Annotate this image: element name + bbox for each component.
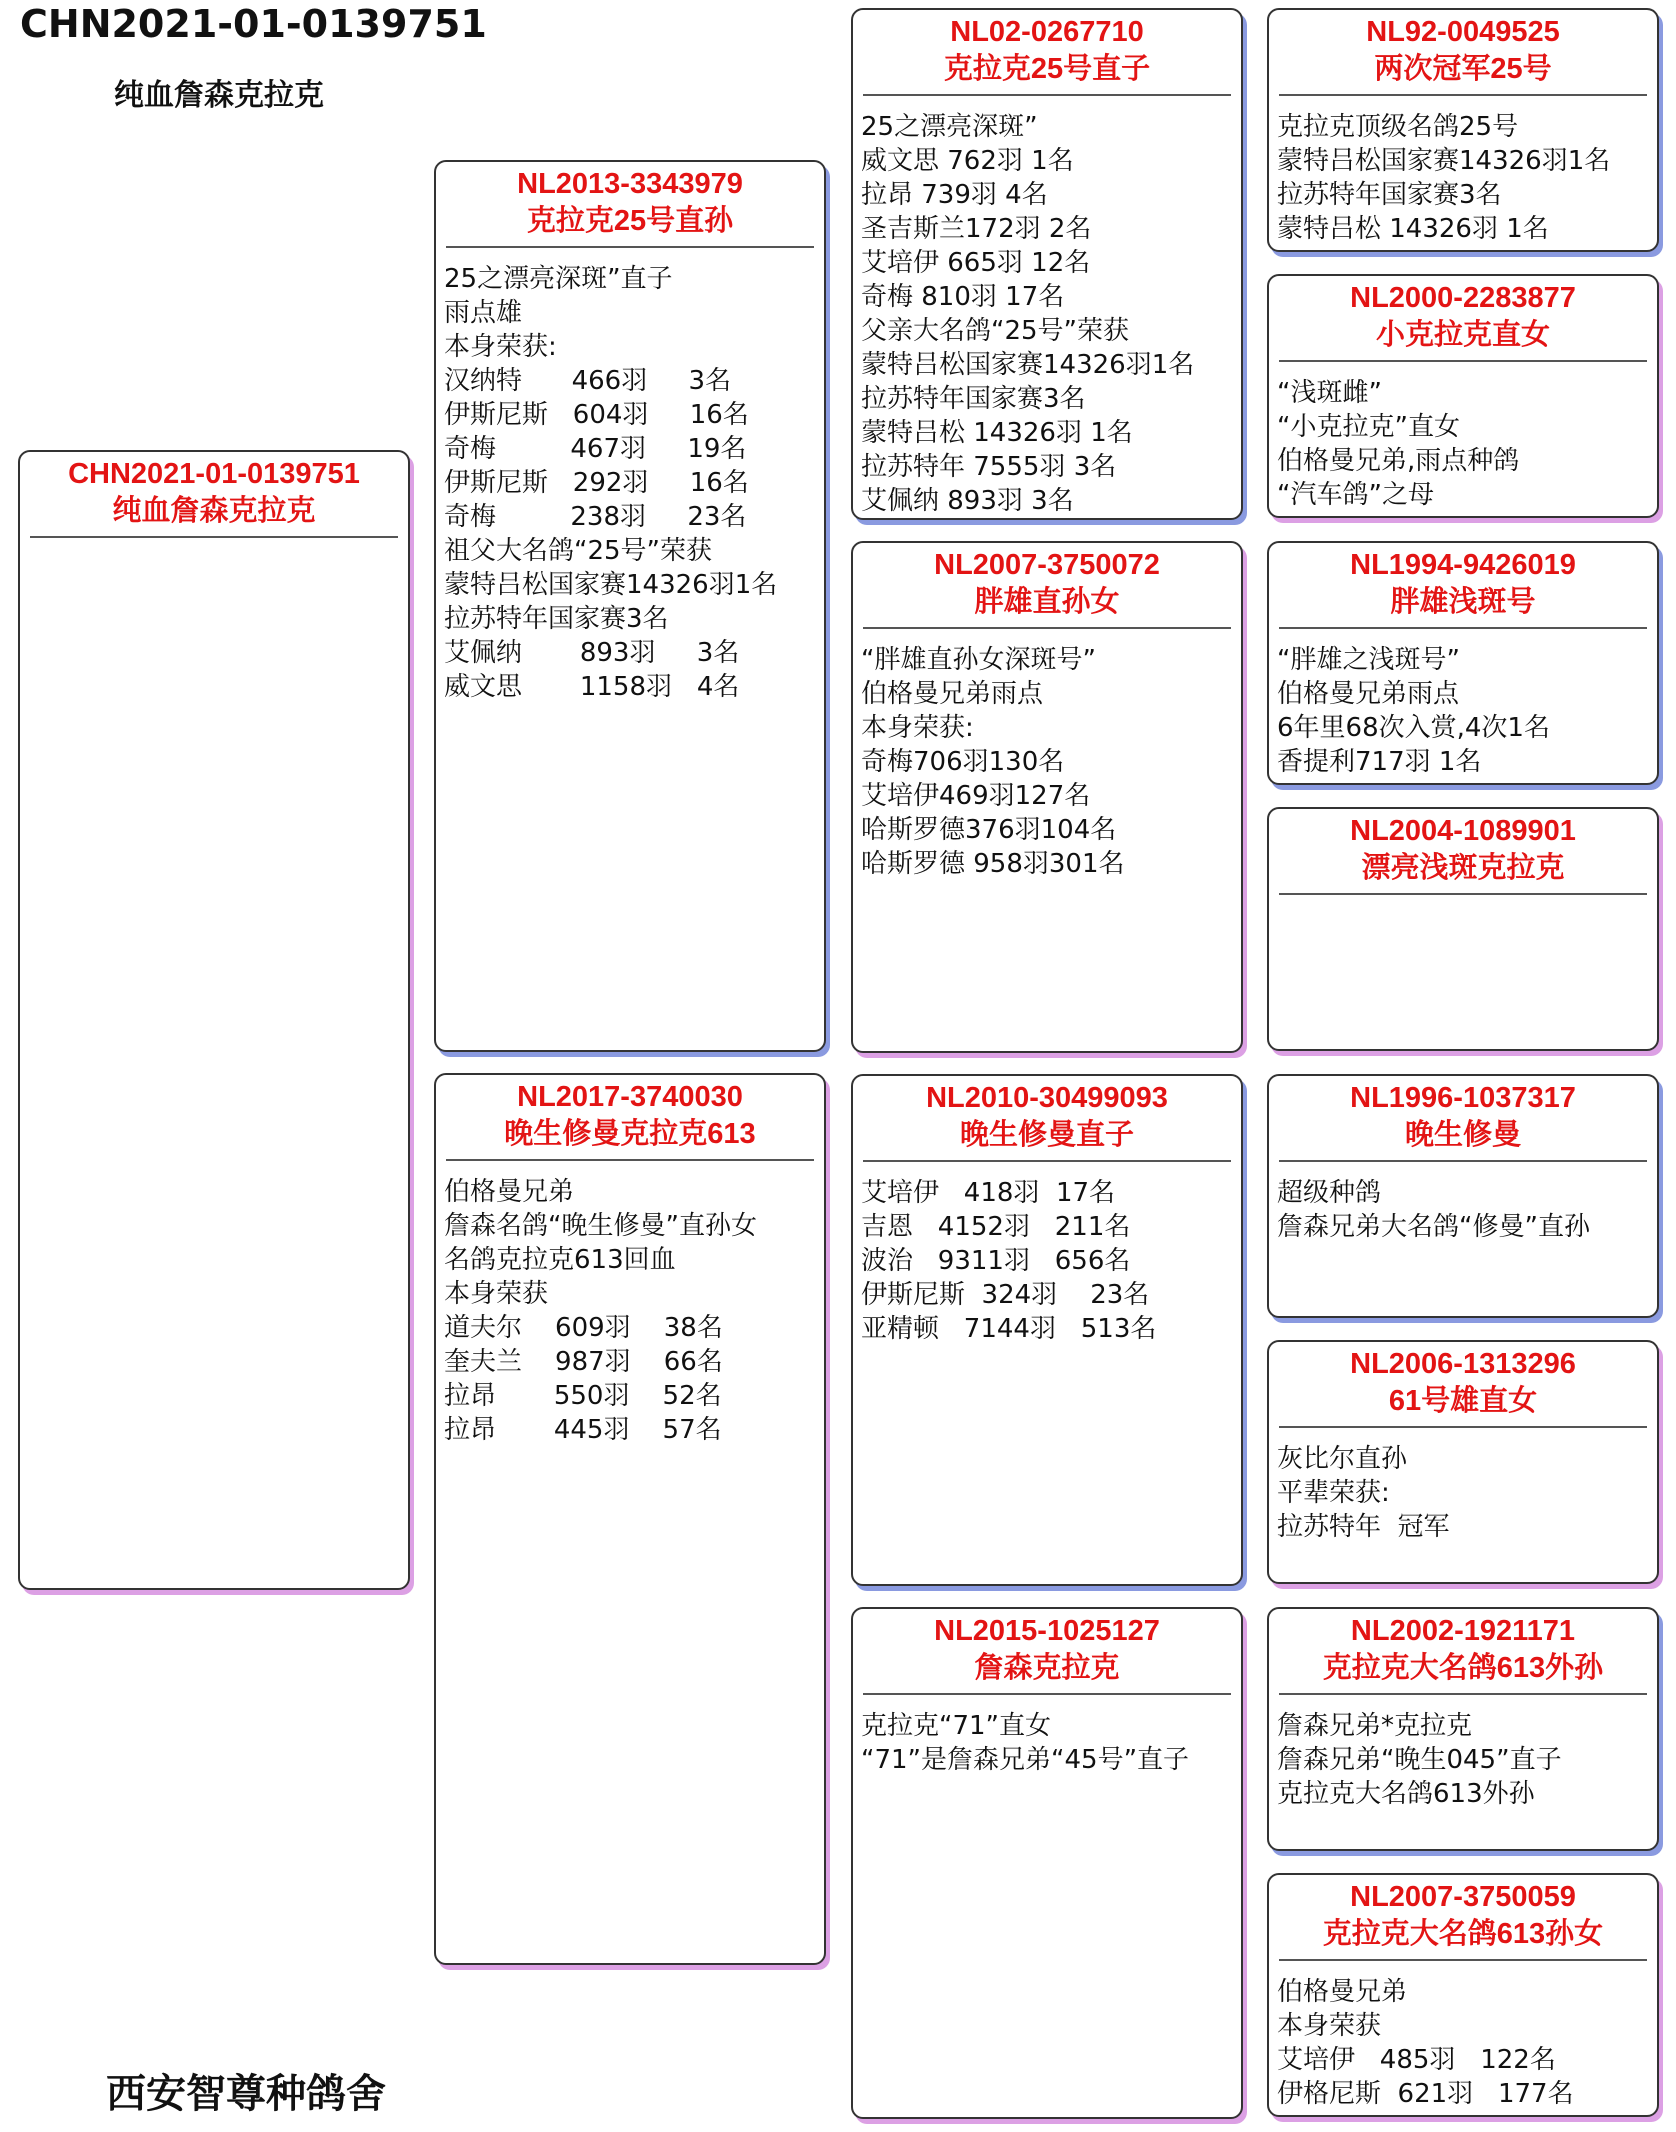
note-line: 祖父大名鸽“25号”荣获 bbox=[444, 536, 713, 566]
bird-name: 小克拉克直女 bbox=[1375, 319, 1550, 351]
card-header bbox=[1279, 1076, 1647, 1162]
card-header bbox=[446, 162, 814, 248]
note-line: 本身荣获 bbox=[444, 1279, 549, 1309]
card-header bbox=[863, 543, 1231, 629]
note-line: 奇梅 467羽 19名 bbox=[444, 434, 747, 464]
note-line: 拉苏特年国家赛3名 bbox=[861, 384, 1086, 414]
ring-number: NL2007-3750072 bbox=[934, 549, 1160, 581]
card-sire-sire-dam bbox=[1267, 274, 1659, 518]
note-line: 本身荣获: bbox=[444, 332, 557, 362]
card-notes bbox=[1269, 362, 1657, 512]
bird-name: 胖雄浅斑号 bbox=[1390, 586, 1536, 618]
note-line: 伯格曼兄弟雨点 bbox=[861, 679, 1044, 709]
card-sire bbox=[434, 160, 826, 1052]
card-notes bbox=[1269, 1695, 1657, 1811]
note-line: 拉苏特年 7555羽 3名 bbox=[861, 452, 1117, 482]
note-line: 伊斯尼斯 292羽 16名 bbox=[444, 468, 749, 498]
note-line: “汽车鸽”之母 bbox=[1277, 480, 1434, 510]
card-notes bbox=[436, 248, 824, 704]
note-line: “小克拉克”直女 bbox=[1277, 412, 1460, 442]
note-line: 拉昂 445羽 57名 bbox=[444, 1415, 722, 1445]
note-line: 奇梅706羽130名 bbox=[861, 747, 1065, 777]
ring-number: NL2000-2283877 bbox=[1350, 282, 1576, 314]
card-notes bbox=[853, 1695, 1241, 1777]
note-line: “浅斑雌” bbox=[1277, 378, 1382, 408]
note-line: “胖雄之浅斑号” bbox=[1277, 645, 1460, 675]
document-ring-number: CHN2021-01-0139751 bbox=[20, 2, 487, 46]
note-line: 圣吉斯兰172羽 2名 bbox=[861, 214, 1092, 244]
bird-name: 克拉克25号直子 bbox=[943, 53, 1151, 85]
card-notes bbox=[1269, 1428, 1657, 1544]
card-header bbox=[1279, 1342, 1647, 1428]
note-line: 艾培伊 485羽 122名 bbox=[1277, 2045, 1556, 2075]
card-dam-dam bbox=[851, 1607, 1243, 2119]
note-line: 奇梅 810羽 17名 bbox=[861, 282, 1065, 312]
note-line: 伊格尼斯 621羽 177名 bbox=[1277, 2079, 1574, 2109]
note-line: 超级种鸽 bbox=[1277, 1178, 1382, 1208]
card-header bbox=[863, 1076, 1231, 1162]
card-notes bbox=[853, 629, 1241, 881]
ring-number: NL2006-1313296 bbox=[1350, 1348, 1576, 1380]
card-sire-sire-sire bbox=[1267, 8, 1659, 252]
note-line: 伯格曼兄弟 bbox=[444, 1177, 575, 1207]
bird-name: 两次冠军25号 bbox=[1374, 53, 1552, 85]
note-line: 蒙特吕松国家赛14326羽1名 bbox=[861, 350, 1195, 380]
ring-number: NL2013-3343979 bbox=[517, 168, 743, 200]
ring-number: NL02-0267710 bbox=[950, 16, 1144, 48]
note-line: 汉纳特 466羽 3名 bbox=[444, 366, 732, 396]
ring-number: NL2017-3740030 bbox=[517, 1081, 743, 1113]
bird-name: 胖雄直孙女 bbox=[974, 586, 1120, 618]
note-line: 艾佩纳 893羽 3名 bbox=[861, 486, 1074, 516]
note-line: 本身荣获: bbox=[861, 713, 974, 743]
note-line: 詹森兄弟大名鸽“修曼”直孙 bbox=[1277, 1212, 1590, 1242]
card-sire-sire bbox=[851, 8, 1243, 520]
note-line: “胖雄直孙女深斑号” bbox=[861, 645, 1096, 675]
card-notes bbox=[436, 1161, 824, 1447]
ring-number: NL1996-1037317 bbox=[1350, 1082, 1576, 1114]
card-header bbox=[1279, 276, 1647, 362]
note-line: 奇梅 238羽 23名 bbox=[444, 502, 747, 532]
note-line: 克拉克大名鸽613外孙 bbox=[1277, 1779, 1535, 1809]
note-line: 伯格曼兄弟 bbox=[1277, 1977, 1408, 2007]
card-notes bbox=[853, 96, 1241, 518]
note-line: 6年里68次入赏,4次1名 bbox=[1277, 713, 1550, 743]
note-line: 詹森名鸽“晚生修曼”直孙女 bbox=[444, 1211, 757, 1241]
note-line: 蒙特吕松国家赛14326羽1名 bbox=[444, 570, 778, 600]
note-line: 哈斯罗德376羽104名 bbox=[861, 815, 1117, 845]
note-line: 波治 9311羽 656名 bbox=[861, 1246, 1131, 1276]
note-line: 威文思 1158羽 4名 bbox=[444, 672, 740, 702]
bird-name: 晚生修曼 bbox=[1404, 1119, 1521, 1151]
card-sire-dam-dam bbox=[1267, 807, 1659, 1051]
card-header bbox=[1279, 1609, 1647, 1695]
bird-name: 詹森克拉克 bbox=[974, 1652, 1120, 1684]
note-line: 香提利717羽 1名 bbox=[1277, 747, 1482, 777]
note-line: 拉昂 739羽 4名 bbox=[861, 180, 1048, 210]
bird-name: 克拉克25号直孙 bbox=[526, 205, 734, 237]
bird-name: 克拉克大名鸽613外孙 bbox=[1322, 1652, 1604, 1684]
loft-name-footer: 西安智尊种鸽舍 bbox=[106, 2071, 386, 2117]
bird-name: 晚生修曼直子 bbox=[959, 1119, 1134, 1151]
card-sire-dam-sire bbox=[1267, 541, 1659, 785]
note-line: 25之漂亮深斑”直子 bbox=[444, 264, 673, 294]
bird-name: 纯血詹森克拉克 bbox=[112, 495, 316, 527]
note-line: 亚精顿 7144羽 513名 bbox=[861, 1314, 1157, 1344]
card-notes bbox=[1269, 96, 1657, 246]
note-line: 克拉克顶级名鸽25号 bbox=[1277, 112, 1519, 142]
card-notes bbox=[1269, 1961, 1657, 2111]
card-dam-dam-dam bbox=[1267, 1873, 1659, 2117]
card-dam bbox=[434, 1073, 826, 1965]
note-line: 艾培伊 665羽 12名 bbox=[861, 248, 1091, 278]
note-line: 拉昂 550羽 52名 bbox=[444, 1381, 722, 1411]
card-dam-dam-sire bbox=[1267, 1607, 1659, 1851]
note-line: 伊斯尼斯 604羽 16名 bbox=[444, 400, 749, 430]
note-line: 奎夫兰 987羽 66名 bbox=[444, 1347, 723, 1377]
card-dam-sire bbox=[851, 1074, 1243, 1586]
card-header bbox=[1279, 1875, 1647, 1961]
ring-number: NL1994-9426019 bbox=[1350, 549, 1576, 581]
ring-number: NL2007-3750059 bbox=[1350, 1881, 1576, 1913]
card-notes bbox=[1269, 895, 1657, 909]
card-notes bbox=[1269, 629, 1657, 779]
note-line: 拉苏特年国家赛3名 bbox=[444, 604, 669, 634]
note-line: 伯格曼兄弟雨点 bbox=[1277, 679, 1460, 709]
note-line: 伊斯尼斯 324羽 23名 bbox=[861, 1280, 1150, 1310]
card-notes bbox=[1269, 1162, 1657, 1244]
note-line: 克拉克“71”直女 bbox=[861, 1711, 1052, 1741]
note-line: 詹森兄弟“晚生045”直子 bbox=[1277, 1745, 1562, 1775]
ring-number: CHN2021-01-0139751 bbox=[68, 458, 360, 490]
ring-number: NL2010-30499093 bbox=[926, 1082, 1168, 1114]
card-header bbox=[1279, 10, 1647, 96]
card-notes bbox=[20, 538, 408, 552]
note-line: 灰比尔直孙 bbox=[1277, 1444, 1408, 1474]
bird-name: 漂亮浅斑克拉克 bbox=[1361, 852, 1565, 884]
ring-number: NL2015-1025127 bbox=[934, 1615, 1160, 1647]
card-dam-sire-sire bbox=[1267, 1074, 1659, 1318]
note-line: 吉恩 4152羽 211名 bbox=[861, 1212, 1131, 1242]
card-header bbox=[1279, 809, 1647, 895]
card-header bbox=[1279, 543, 1647, 629]
card-header bbox=[863, 10, 1231, 96]
note-line: 蒙特吕松国家赛14326羽1名 bbox=[1277, 146, 1611, 176]
note-line: 哈斯罗德 958羽301名 bbox=[861, 849, 1125, 879]
bird-name: 克拉克大名鸽613孙女 bbox=[1322, 1918, 1604, 1950]
card-header bbox=[446, 1075, 814, 1161]
ring-number: NL2002-1921171 bbox=[1350, 1615, 1576, 1647]
note-line: 名鸽克拉克613回血 bbox=[444, 1245, 676, 1275]
bird-name: 晚生修曼克拉克613 bbox=[504, 1118, 756, 1150]
note-line: 蒙特吕松 14326羽 1名 bbox=[1277, 214, 1549, 244]
note-line: 艾培伊469羽127名 bbox=[861, 781, 1091, 811]
card-header bbox=[30, 452, 398, 538]
card-subject bbox=[18, 450, 410, 1590]
ring-number: NL92-0049525 bbox=[1366, 16, 1560, 48]
note-line: 拉苏特年 冠军 bbox=[1277, 1512, 1450, 1542]
note-line: 艾佩纳 893羽 3名 bbox=[444, 638, 740, 668]
note-line: 25之漂亮深斑” bbox=[861, 112, 1038, 142]
card-notes bbox=[853, 1162, 1241, 1346]
note-line: 父亲大名鸽“25号”荣获 bbox=[861, 316, 1130, 346]
document-bird-name: 纯血詹森克拉克 bbox=[114, 78, 324, 113]
note-line: 道夫尔 609羽 38名 bbox=[444, 1313, 723, 1343]
ring-number: NL2004-1089901 bbox=[1350, 815, 1576, 847]
note-line: 艾培伊 418羽 17名 bbox=[861, 1178, 1116, 1208]
note-line: 威文思 762羽 1名 bbox=[861, 146, 1074, 176]
card-dam-sire-dam bbox=[1267, 1340, 1659, 1584]
note-line: 雨点雄 bbox=[444, 298, 523, 328]
bird-name: 61号雄直女 bbox=[1388, 1385, 1538, 1417]
note-line: 本身荣获 bbox=[1277, 2011, 1382, 2041]
note-line: 拉苏特年国家赛3名 bbox=[1277, 180, 1502, 210]
note-line: “71”是詹森兄弟“45号”直子 bbox=[861, 1745, 1190, 1775]
card-sire-dam bbox=[851, 541, 1243, 1053]
note-line: 詹森兄弟*克拉克 bbox=[1277, 1711, 1473, 1741]
note-line: 蒙特吕松 14326羽 1名 bbox=[861, 418, 1133, 448]
card-header bbox=[863, 1609, 1231, 1695]
note-line: 伯格曼兄弟,雨点种鸽 bbox=[1277, 446, 1520, 476]
note-line: 平辈荣获: bbox=[1277, 1478, 1390, 1508]
